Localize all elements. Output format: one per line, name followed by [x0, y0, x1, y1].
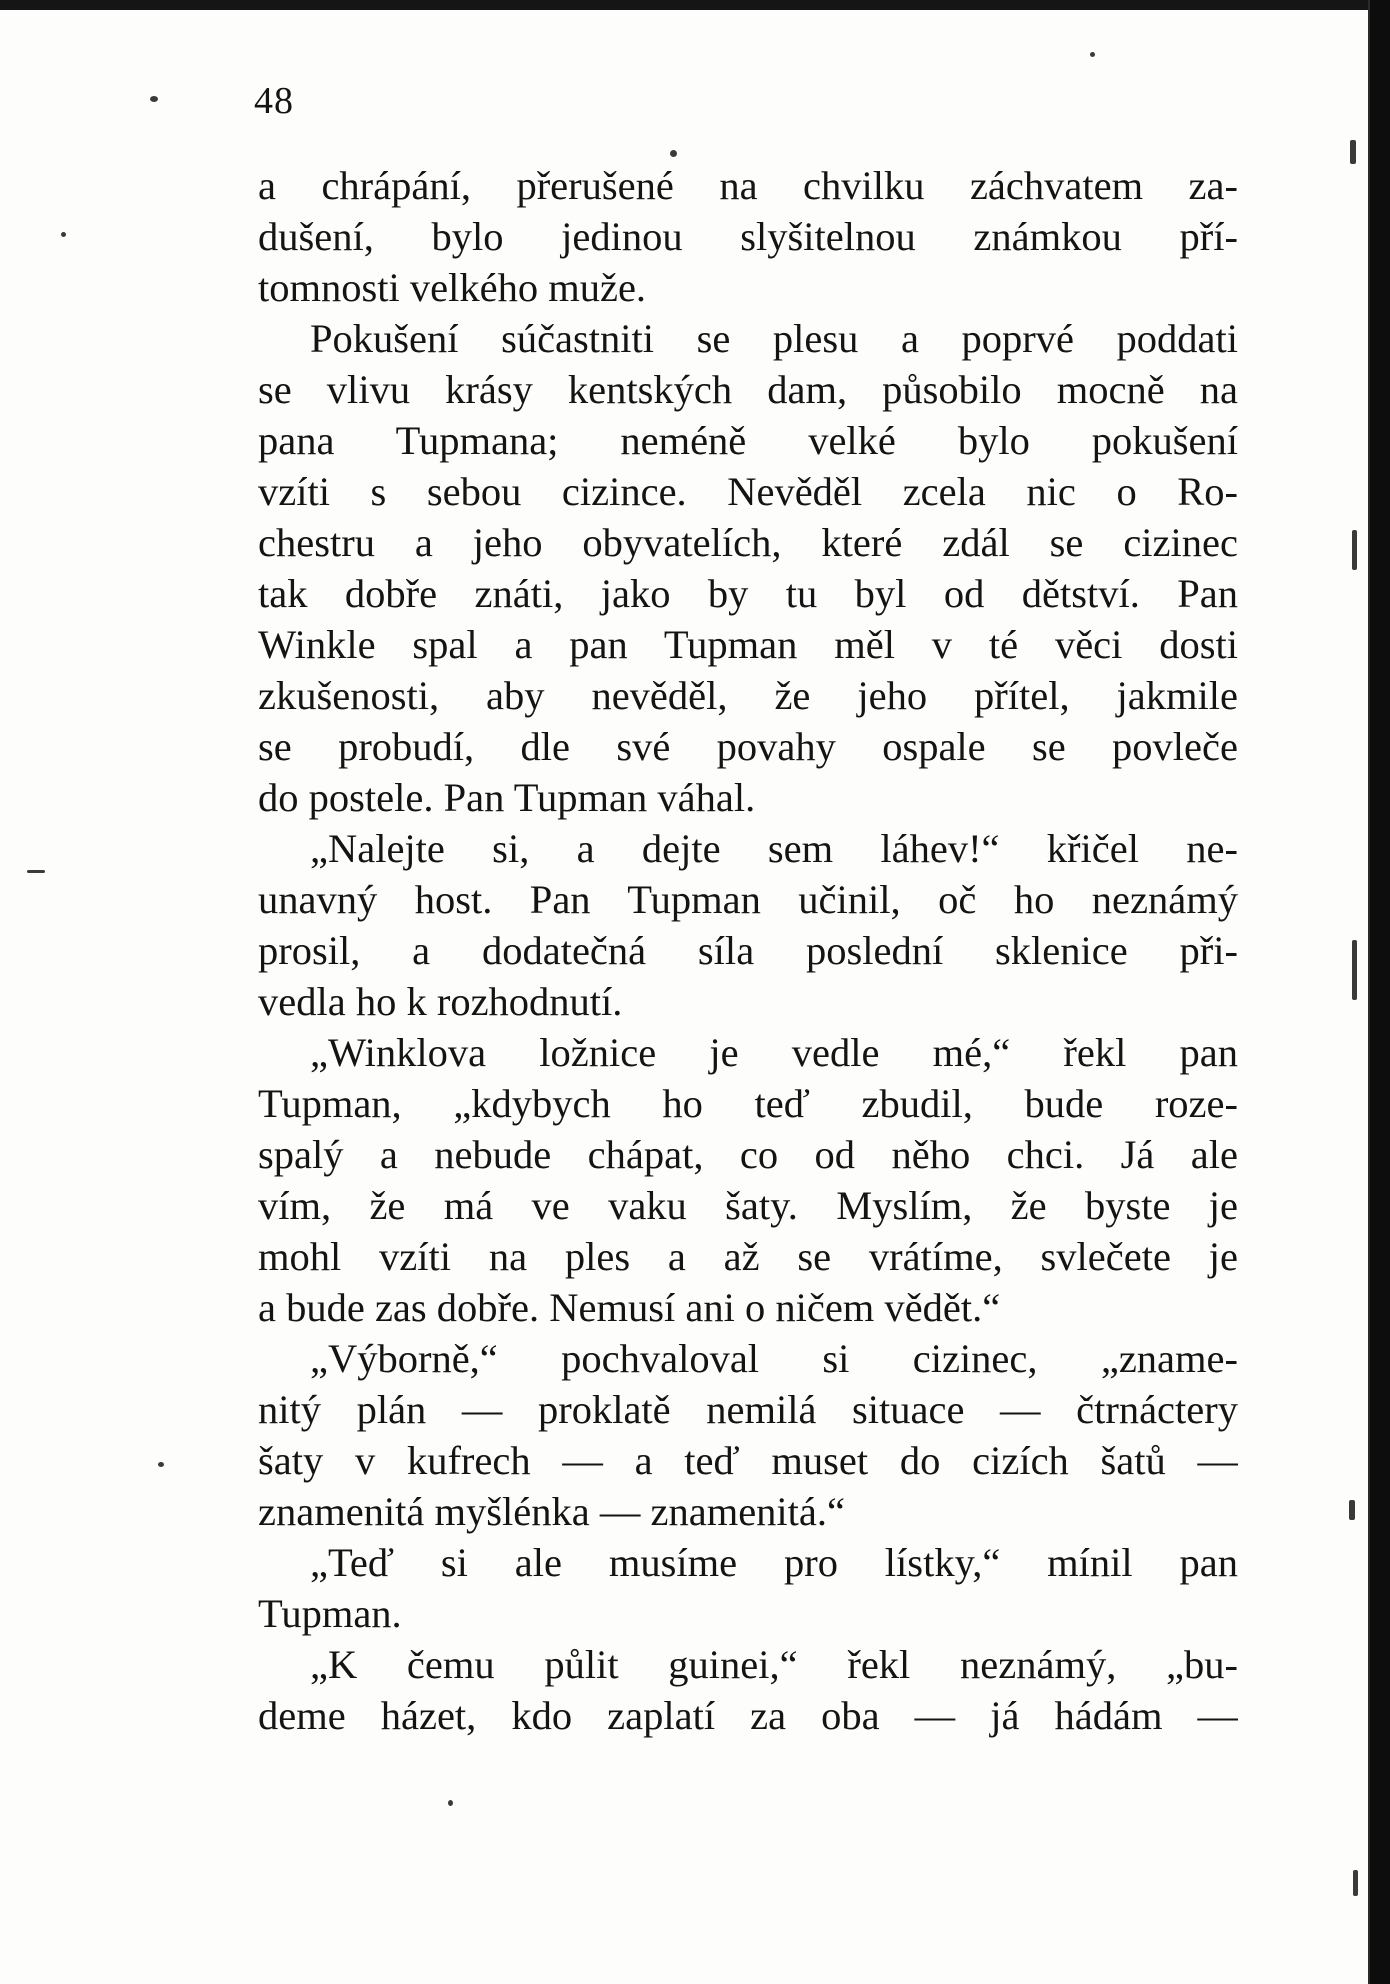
- text-line: tak dobře znáti, jako by tu byl od dětství. Pan: [258, 571, 1238, 616]
- text-line: a bude zas dobře. Nemusí ani o ničem vědět.“: [258, 1285, 1001, 1330]
- scan-speck: [150, 96, 158, 102]
- scan-speck: [61, 232, 66, 237]
- scan-speck: [448, 1800, 453, 1806]
- text-line: „Winklova ložnice je vedle mé,“ řekl pan: [310, 1030, 1238, 1075]
- text-line: se probudí, dle své povahy ospale se povleče: [258, 724, 1238, 769]
- text-line: nitý plán — proklatě nemilá situace — čtrnáctery: [258, 1387, 1238, 1432]
- text-line: vedla ho k rozhodnutí.: [258, 979, 623, 1024]
- text-line: do postele. Pan Tupman váhal.: [258, 775, 756, 820]
- text-line: mohl vzíti na ples a až se vrátíme, svlečete je: [258, 1234, 1238, 1279]
- scan-speck: [158, 1462, 164, 1467]
- text-line: pana Tupmana; neméně velké bylo pokušení: [258, 418, 1238, 463]
- text-line: znamenitá myšlénka — znamenitá.“: [258, 1489, 846, 1534]
- page-number: 48: [254, 80, 294, 122]
- text-line: „Teď si ale musíme pro lístky,“ mínil pan: [310, 1540, 1238, 1585]
- scan-speck: [1352, 940, 1357, 1000]
- scan-speck: [1353, 1870, 1358, 1896]
- text-line: deme házet, kdo zaplatí za oba — já hádám —: [258, 1693, 1238, 1738]
- scan-speck: [1350, 140, 1356, 164]
- text-line: Tupman, „kdybych ho teď zbudil, bude roze-: [258, 1081, 1238, 1126]
- text-line: se vlivu krásy kentských dam, působilo mocně na: [258, 367, 1238, 412]
- body-text: [258, 160, 1238, 1741]
- text-line: „Výborně,“ pochvaloval si cizinec, „zname-: [310, 1336, 1238, 1381]
- text-line: vím, že má ve vaku šaty. Myslím, že byste je: [258, 1183, 1238, 1228]
- text-line: vzíti s sebou cizince. Nevěděl zcela nic o Ro-: [258, 469, 1238, 514]
- scan-speck: [1352, 530, 1357, 570]
- text-line: spalý a nebude chápat, co od něho chci. Já ale: [258, 1132, 1238, 1177]
- scan-speck: [27, 870, 45, 873]
- text-line: a chrápání, přerušené na chvilku záchvatem za-: [258, 163, 1238, 208]
- text-line: tomnosti velkého muže.: [258, 265, 647, 310]
- text-line: Tupman.: [258, 1591, 402, 1636]
- text-line: prosil, a dodatečná síla poslední sklenice při-: [258, 928, 1238, 973]
- text-line: unavný host. Pan Tupman učinil, oč ho neznámý: [258, 877, 1238, 922]
- text-line: „Nalejte si, a dejte sem láhev!“ křičel ne-: [310, 826, 1238, 871]
- page-top-edge: [0, 0, 1390, 10]
- text-line: „K čemu půlit guinei,“ řekl neznámý, „bu-: [310, 1642, 1238, 1687]
- text-line: šaty v kufrech — a teď muset do cizích šatů —: [258, 1438, 1238, 1483]
- scan-speck: [670, 150, 677, 157]
- text-line: zkušenosti, aby nevěděl, že jeho přítel, jakmile: [258, 673, 1238, 718]
- scan-speck: [1349, 1500, 1355, 1520]
- text-line: Pokušení súčastniti se plesu a poprvé poddati: [310, 316, 1238, 361]
- text-line: Winkle spal a pan Tupman měl v té věci dosti: [258, 622, 1238, 667]
- text-line: dušení, bylo jedinou slyšitelnou známkou pří-: [258, 214, 1238, 259]
- scan-speck: [1090, 52, 1095, 57]
- page-right-edge: [1370, 0, 1390, 1984]
- text-line: chestru a jeho obyvatelích, které zdál se cizinec: [258, 520, 1238, 565]
